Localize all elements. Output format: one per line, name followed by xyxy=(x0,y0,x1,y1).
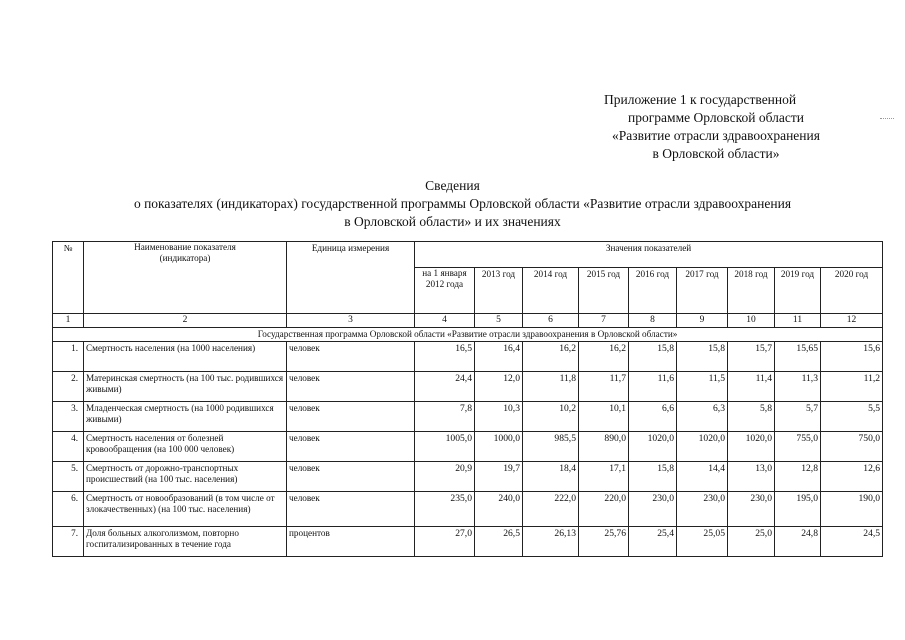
indicator-name: Смертность от новообразований (в том числе от злокачественных) (на 100 тыс. населения) xyxy=(84,492,287,527)
indicators-table xyxy=(52,241,883,557)
indicator-value: 16,4 xyxy=(475,342,523,372)
indicator-name: Младенческая смертность (на 1000 родившихся живыми) xyxy=(84,402,287,432)
indicator-value: 1005,0 xyxy=(415,432,475,462)
indicator-value: 26,13 xyxy=(523,527,579,557)
indicator-value: 15,8 xyxy=(677,342,728,372)
indicator-value: 11,3 xyxy=(775,372,821,402)
column-number: 2 xyxy=(84,314,287,328)
indicator-value: 5,8 xyxy=(728,402,775,432)
indicator-value: 230,0 xyxy=(629,492,677,527)
column-number: 9 xyxy=(677,314,728,328)
row-index: 5. xyxy=(53,462,84,492)
indicator-value: 24,5 xyxy=(821,527,883,557)
indicator-value: 222,0 xyxy=(523,492,579,527)
indicator-value: 7,8 xyxy=(415,402,475,432)
indicator-name: Смертность населения от болезней кровообращения (на 100 000 человек) xyxy=(84,432,287,462)
header-year: на 1 января 2012 года xyxy=(415,268,475,314)
annex-line-1: Приложение 1 к государственной xyxy=(604,92,797,107)
indicator-value: 16,5 xyxy=(415,342,475,372)
indicator-name: Смертность от дорожно-транспортных происшествий (на 100 тыс. населения) xyxy=(84,462,287,492)
indicator-value: 230,0 xyxy=(677,492,728,527)
indicator-value: 20,9 xyxy=(415,462,475,492)
indicator-value: 10,2 xyxy=(523,402,579,432)
indicator-unit: человек xyxy=(287,402,415,432)
indicator-value: 890,0 xyxy=(579,432,629,462)
indicator-value: 24,8 xyxy=(775,527,821,557)
header-year: 2017 год xyxy=(677,268,728,314)
row-index: 6. xyxy=(53,492,84,527)
title-line-3: в Орловской области» и их значениях xyxy=(344,214,561,229)
indicator-value: 755,0 xyxy=(775,432,821,462)
indicator-value: 1020,0 xyxy=(728,432,775,462)
column-number: 4 xyxy=(415,314,475,328)
row-index: 1. xyxy=(53,342,84,372)
indicator-unit: человек xyxy=(287,342,415,372)
indicator-value: 230,0 xyxy=(728,492,775,527)
indicator-value: 16,2 xyxy=(523,342,579,372)
header-year: 2018 год xyxy=(728,268,775,314)
indicator-value: 985,5 xyxy=(523,432,579,462)
indicator-value: 11,6 xyxy=(629,372,677,402)
indicator-value: 12,0 xyxy=(475,372,523,402)
indicator-value: 1020,0 xyxy=(677,432,728,462)
indicator-value: 5,5 xyxy=(821,402,883,432)
table-row xyxy=(53,372,883,402)
table-row xyxy=(53,402,883,432)
column-number: 10 xyxy=(728,314,775,328)
header-unit: Единица измерения xyxy=(287,242,415,314)
document-title xyxy=(0,177,905,231)
indicator-value: 10,1 xyxy=(579,402,629,432)
indicator-value: 6,6 xyxy=(629,402,677,432)
title-line-1: Сведения xyxy=(425,178,480,193)
section-title: Государственная программа Орловской области «Развитие отрасли здравоохранения в Орловской области» xyxy=(53,328,883,342)
indicator-value: 1020,0 xyxy=(629,432,677,462)
indicator-unit: человек xyxy=(287,462,415,492)
indicator-unit: человек xyxy=(287,372,415,402)
header-values-group: Значения показателей xyxy=(415,242,883,268)
indicator-value: 11,4 xyxy=(728,372,775,402)
indicator-value: 11,2 xyxy=(821,372,883,402)
indicator-value: 14,4 xyxy=(677,462,728,492)
annex-line-4: в Орловской области» xyxy=(652,146,780,161)
indicator-value: 195,0 xyxy=(775,492,821,527)
column-number: 1 xyxy=(53,314,84,328)
table-row xyxy=(53,432,883,462)
row-index: 3. xyxy=(53,402,84,432)
header-year: 2014 год xyxy=(523,268,579,314)
row-index: 7. xyxy=(53,527,84,557)
scan-artifact-dots xyxy=(880,118,894,119)
header-name: Наименование показателя (индикатора) xyxy=(84,242,287,314)
table-row xyxy=(53,462,883,492)
indicator-value: 11,5 xyxy=(677,372,728,402)
indicator-value: 15,7 xyxy=(728,342,775,372)
table-row xyxy=(53,492,883,527)
indicator-value: 5,7 xyxy=(775,402,821,432)
indicator-value: 11,8 xyxy=(523,372,579,402)
indicator-value: 11,7 xyxy=(579,372,629,402)
table-row xyxy=(53,342,883,372)
indicator-value: 25,05 xyxy=(677,527,728,557)
indicator-value: 15,8 xyxy=(629,342,677,372)
indicator-value: 220,0 xyxy=(579,492,629,527)
indicator-value: 16,2 xyxy=(579,342,629,372)
indicator-value: 190,0 xyxy=(821,492,883,527)
indicator-value: 24,4 xyxy=(415,372,475,402)
indicator-value: 25,76 xyxy=(579,527,629,557)
indicator-name: Материнская смертность (на 100 тыс. родившихся живыми) xyxy=(84,372,287,402)
indicator-value: 15,8 xyxy=(629,462,677,492)
indicator-value: 240,0 xyxy=(475,492,523,527)
indicator-value: 27,0 xyxy=(415,527,475,557)
column-number: 6 xyxy=(523,314,579,328)
indicator-value: 10,3 xyxy=(475,402,523,432)
row-index: 4. xyxy=(53,432,84,462)
annex-line-3: «Развитие отрасли здравоохранения xyxy=(612,128,820,143)
indicator-name: Доля больных алкоголизмом, повторно госпитализированных в течение года xyxy=(84,527,287,557)
column-number: 3 xyxy=(287,314,415,328)
indicator-name: Смертность населения (на 1000 населения) xyxy=(84,342,287,372)
column-number: 11 xyxy=(775,314,821,328)
header-year: 2020 год xyxy=(821,268,883,314)
indicator-value: 1000,0 xyxy=(475,432,523,462)
indicator-value: 235,0 xyxy=(415,492,475,527)
title-line-2: о показателях (индикаторах) государственной программы Орловской области «Развитие отрасли здравоохранения xyxy=(133,196,792,211)
indicator-value: 26,5 xyxy=(475,527,523,557)
indicator-value: 15,65 xyxy=(775,342,821,372)
indicator-value: 750,0 xyxy=(821,432,883,462)
header-year: 2016 год xyxy=(629,268,677,314)
table-row xyxy=(53,527,883,557)
indicator-value: 12,6 xyxy=(821,462,883,492)
header-year: 2015 год xyxy=(579,268,629,314)
header-year: 2019 год xyxy=(775,268,821,314)
column-number: 12 xyxy=(821,314,883,328)
header-year: 2013 год xyxy=(475,268,523,314)
indicator-value: 25,0 xyxy=(728,527,775,557)
column-number: 8 xyxy=(629,314,677,328)
indicator-value: 13,0 xyxy=(728,462,775,492)
indicator-value: 19,7 xyxy=(475,462,523,492)
header-num: № xyxy=(53,242,84,314)
indicator-value: 15,6 xyxy=(821,342,883,372)
indicator-value: 12,8 xyxy=(775,462,821,492)
column-number: 7 xyxy=(579,314,629,328)
indicator-unit: человек xyxy=(287,432,415,462)
row-index: 2. xyxy=(53,372,84,402)
indicator-value: 18,4 xyxy=(523,462,579,492)
annex-line-2: программе Орловской области xyxy=(628,110,804,125)
indicator-value: 6,3 xyxy=(677,402,728,432)
indicator-value: 25,4 xyxy=(629,527,677,557)
indicator-unit: человек xyxy=(287,492,415,527)
indicator-unit: процентов xyxy=(287,527,415,557)
annex-note xyxy=(596,91,836,163)
column-number: 5 xyxy=(475,314,523,328)
indicator-value: 17,1 xyxy=(579,462,629,492)
